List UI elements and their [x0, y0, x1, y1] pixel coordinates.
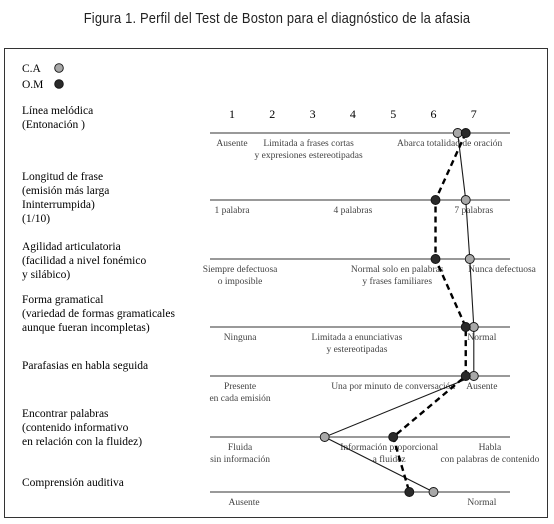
legend-marker-om [55, 80, 64, 89]
row-label-2-line-3: Ininterrumpida) [22, 199, 95, 211]
row-label-3-line-2: (facilidad a nivel fonémico [22, 255, 147, 267]
row-label-3-line-1: Agilidad articulatoria [22, 241, 121, 253]
row-label-3-line-3: y silábico) [22, 269, 71, 281]
row-3-anchor-2-line-2: y frases familiares [362, 277, 433, 287]
point-om-row-3 [431, 255, 440, 264]
row-label-7-line-1: Comprensión auditiva [22, 477, 124, 489]
row-1-anchor-3-line-1: Abarca totalidad de oración [396, 139, 503, 149]
row-6-anchor-2-line-2: a fluidez [372, 455, 406, 465]
x-tick-label-4: 4 [349, 107, 356, 121]
row-2-anchor-3-line-1: 7 palabras [454, 206, 494, 216]
point-om-row-5 [461, 372, 470, 381]
x-tick-label-2: 2 [269, 107, 276, 121]
row-label-4-line-3: aunque fueran incompletas) [22, 322, 150, 334]
row-1-anchor-2-line-2: y expresiones estereotipadas [254, 151, 363, 161]
row-1-anchor-1-line-1: Ausente [216, 139, 248, 149]
point-ca-row-2 [461, 196, 470, 205]
x-tick-label-6: 6 [430, 107, 437, 121]
row-label-4-line-1: Forma gramatical [22, 294, 104, 306]
row-4-anchor-3-line-1: Normal [467, 333, 497, 343]
point-ca-row-7 [429, 488, 438, 497]
x-tick-label-1: 1 [229, 107, 235, 121]
point-om-row-2 [431, 196, 440, 205]
row-7-anchor-2-line-1: Normal [467, 498, 497, 508]
x-tick-label-7: 7 [470, 107, 477, 121]
legend-label-ca: C.A [22, 63, 41, 75]
row-label-4-line-2: (variedad de formas gramaticales [22, 308, 175, 320]
row-label-1-line-2: (Entonación ) [22, 119, 85, 131]
row-2-anchor-2-line-1: 4 palabras [333, 206, 373, 216]
row-5-anchor-2-line-1: Una por minuto de conversación [331, 382, 456, 392]
legend-marker-ca [55, 64, 64, 73]
point-om-row-4 [461, 323, 470, 332]
row-3-anchor-1-line-1: Siempre defectuosa [202, 265, 278, 275]
point-ca-row-3 [465, 255, 474, 264]
row-label-2-line-1: Longitud de frase [22, 171, 104, 183]
row-label-6-line-3: en relación con la fluidez) [22, 436, 143, 448]
row-4-anchor-2-line-2: y estereotipadas [326, 345, 388, 355]
row-2-anchor-1-line-1: 1 palabra [214, 206, 250, 216]
point-om-row-1 [461, 129, 470, 138]
row-7-anchor-1-line-1: Ausente [228, 498, 260, 508]
point-om-row-6 [389, 433, 398, 442]
row-label-2-line-2: (emisión más larga [22, 185, 110, 197]
row-label-6-line-2: (contenido informativo [22, 422, 129, 434]
row-6-anchor-2-line-1: Información proporcional [340, 443, 439, 453]
row-1-anchor-2-line-1: Limitada a frases cortas [263, 139, 354, 149]
row-label-5-line-1: Parafasias en habla seguida [22, 360, 149, 372]
row-4-anchor-2-line-1: Limitada a enunciativas [311, 333, 403, 343]
row-6-anchor-1-line-1: Fluida [227, 443, 253, 453]
row-6-anchor-3-line-1: Habla [478, 443, 502, 453]
row-5-anchor-1-line-1: Presente [223, 382, 257, 392]
row-5-anchor-3-line-1: Ausente [466, 382, 498, 392]
row-4-anchor-1-line-1: Ninguna [223, 333, 257, 343]
row-6-anchor-3-line-2: con palabras de contenido [440, 455, 540, 465]
row-5-anchor-1-line-2: en cada emisión [209, 394, 271, 404]
row-label-6-line-1: Encontrar palabras [22, 408, 109, 420]
legend-label-om: O.M [22, 79, 44, 91]
row-3-anchor-1-line-2: o imposible [217, 277, 263, 287]
row-label-1-line-1: Línea melódica [22, 105, 94, 117]
series-line-ca [325, 133, 474, 492]
row-label-2-line-4: (1/10) [22, 213, 51, 225]
point-ca-row-6 [320, 433, 329, 442]
row-3-anchor-2-line-1: Normal solo en palabras [350, 265, 444, 275]
x-tick-label-5: 5 [390, 107, 397, 121]
figure-title: Figura 1. Perfil del Test de Boston para el diagnóstico de la afasia [83, 10, 471, 27]
row-3-anchor-3-line-1: Nunca defectuosa [468, 265, 536, 275]
point-om-row-7 [405, 488, 414, 497]
row-6-anchor-1-line-2: sin información [210, 455, 271, 465]
series-line-om [393, 133, 466, 492]
x-tick-label-3: 3 [309, 107, 316, 121]
